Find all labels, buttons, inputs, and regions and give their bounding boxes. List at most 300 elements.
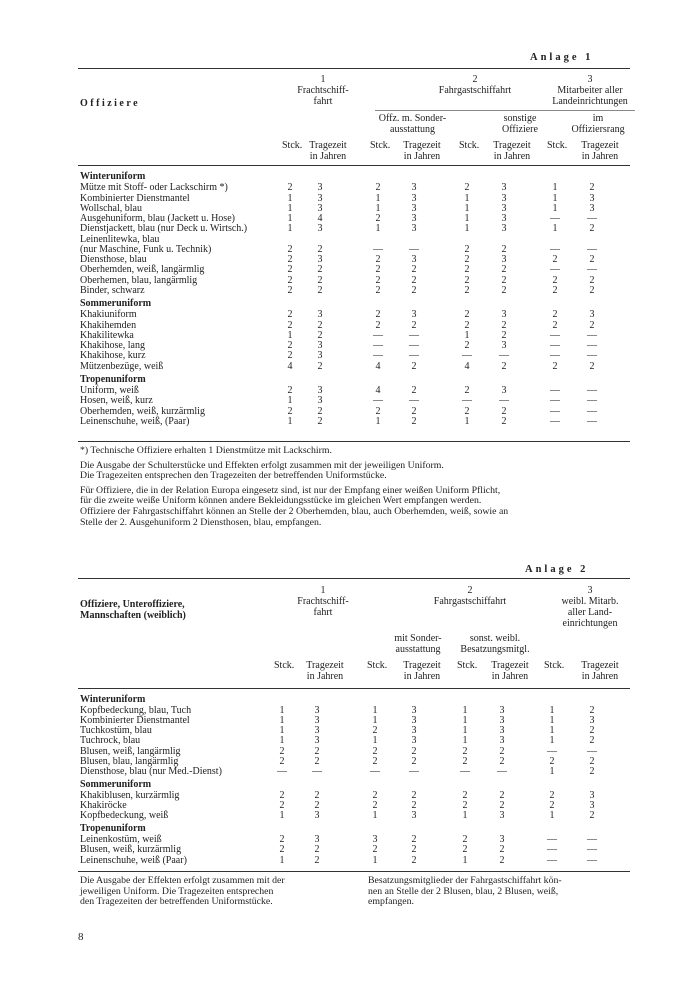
cell-stueck: 1 — [549, 735, 555, 747]
section-heading: Winteruniform — [80, 171, 146, 182]
cell-tragezeit: 2 — [317, 264, 323, 276]
table-row — [0, 845, 700, 855]
tragezeit-line: Tragezeit — [403, 660, 441, 671]
a1-sub-a-line: Offz. m. Sonder- — [378, 113, 447, 124]
cell-tragezeit: 2 — [411, 319, 417, 331]
item-label: Blusen, blau, langärmlig — [80, 755, 179, 767]
cell-stueck: 2 — [287, 350, 293, 362]
a2-col3-title-line: weibl. Mitarb. — [561, 596, 619, 607]
cell-tragezeit: 3 — [314, 735, 320, 747]
cell-tragezeit: 2 — [411, 360, 417, 372]
tragezeit-line: in Jahren — [306, 671, 344, 682]
note-line: Die Ausgabe der Effekten erfolgt zusammen mit der — [80, 875, 285, 886]
cell-stueck: 2 — [279, 800, 285, 811]
cell-stueck: — — [373, 329, 383, 341]
a2-col2-num: 2 — [467, 585, 473, 596]
a2-col3-num: 3 — [587, 585, 593, 596]
note-line: *) Technische Offiziere erhalten 1 Dienstmütze mit Lackschirm. — [80, 445, 332, 456]
cell-stueck: — — [462, 395, 472, 407]
a2-sub-b-line: Besatzungsmitgl. — [460, 644, 530, 655]
cell-tragezeit: — — [587, 350, 597, 362]
cell-tragezeit: — — [587, 385, 597, 396]
cell-stueck: 1 — [462, 725, 468, 737]
table-row — [0, 736, 700, 746]
cell-tragezeit: 3 — [589, 715, 595, 727]
table-row — [0, 747, 700, 757]
cell-tragezeit: 3 — [499, 705, 505, 717]
cell-stueck: — — [460, 765, 470, 777]
a1-sub-b-line: Offiziere — [502, 124, 538, 135]
cell-stueck: 2 — [464, 309, 470, 321]
tragezeit-line: Tragezeit — [403, 140, 441, 151]
a2-col1-num: 1 — [320, 585, 326, 596]
cell-tragezeit: 2 — [411, 854, 417, 866]
a2-title-line: Offiziere, Unteroffiziere, — [80, 599, 185, 610]
cell-stueck: 2 — [549, 755, 555, 767]
stck-header: Stck. — [282, 140, 303, 151]
cell-stueck: — — [550, 213, 560, 224]
cell-stueck: — — [550, 385, 560, 396]
tragezeit-line: Tragezeit — [306, 660, 344, 671]
item-label: Khakihose, lang — [80, 340, 145, 351]
cell-stueck: 2 — [462, 834, 468, 846]
cell-tragezeit: 3 — [411, 182, 417, 194]
cell-stueck: 3 — [372, 834, 378, 846]
cell-tragezeit: 2 — [501, 274, 507, 286]
tragezeit-line: Tragezeit — [581, 660, 619, 671]
tragezeit-line: in Jahren — [403, 151, 441, 162]
a2-col1-header — [283, 585, 363, 618]
item-label: (nur Maschine, Funk u. Technik) — [80, 243, 212, 255]
cell-stueck: 2 — [287, 264, 293, 276]
a1-sub-rule — [375, 110, 635, 111]
tragezeit-header — [480, 660, 540, 682]
cell-stueck: 1 — [375, 223, 381, 235]
table-row — [0, 194, 700, 204]
cell-tragezeit: 2 — [589, 705, 595, 717]
item-label: Leinenschuhe, weiß, (Paar) — [80, 415, 190, 427]
table-row — [0, 407, 700, 417]
cell-tragezeit: 3 — [501, 254, 507, 265]
table-row — [0, 811, 700, 821]
cell-stueck: 1 — [462, 854, 468, 866]
cell-stueck: 2 — [372, 745, 378, 757]
item-label: Oberhemen, blau, langärmlig — [80, 274, 198, 286]
cell-stueck: 2 — [375, 182, 381, 194]
cell-tragezeit: 3 — [317, 202, 323, 214]
cell-stueck: 1 — [287, 329, 293, 341]
cell-stueck: 1 — [552, 192, 558, 204]
cell-stueck: 2 — [462, 789, 468, 801]
cell-stueck: 1 — [372, 735, 378, 747]
a2-title — [80, 599, 186, 621]
cell-tragezeit: 2 — [589, 254, 595, 265]
cell-tragezeit: — — [587, 745, 597, 757]
note-line: empfangen. — [368, 896, 414, 908]
cell-tragezeit: 2 — [589, 182, 595, 194]
a1-col3-num: 3 — [587, 74, 593, 85]
stck-header: Stck. — [370, 140, 391, 151]
cell-tragezeit: 3 — [317, 309, 323, 321]
a2-bottom-rule — [78, 871, 630, 872]
stck-header: Stck. — [547, 140, 568, 151]
a1-header-rule — [78, 165, 630, 166]
a1-sub-b-line: sonstige — [503, 113, 537, 124]
cell-tragezeit: — — [587, 213, 597, 224]
cell-stueck: — — [373, 395, 383, 407]
cell-tragezeit: — — [587, 854, 597, 866]
item-label: Binder, schwarz — [80, 284, 145, 296]
cell-tragezeit: 2 — [501, 415, 507, 427]
stck-header: Stck. — [274, 660, 295, 671]
cell-tragezeit: 3 — [411, 223, 417, 235]
cell-stueck: 1 — [549, 765, 555, 777]
tragezeit-line: in Jahren — [403, 671, 441, 682]
cell-stueck: — — [550, 405, 560, 417]
cell-stueck: 2 — [552, 360, 558, 372]
cell-stueck: — — [373, 340, 383, 351]
item-label: Blusen, weiß, langärmlig — [80, 745, 181, 757]
cell-stueck: — — [550, 340, 560, 351]
cell-stueck: 2 — [287, 254, 293, 265]
cell-tragezeit: 3 — [314, 705, 320, 717]
cell-stueck: 2 — [287, 319, 293, 331]
cell-tragezeit: — — [587, 340, 597, 351]
cell-stueck: 1 — [549, 715, 555, 727]
cell-tragezeit: — — [587, 264, 597, 276]
item-label: Khakihemden — [80, 319, 137, 331]
cell-tragezeit: 2 — [501, 319, 507, 331]
section-heading: Tropenuniform — [80, 373, 146, 385]
item-label: Kopfbedeckung, weiß — [80, 810, 169, 822]
table-row — [0, 351, 700, 361]
cell-stueck: 1 — [549, 705, 555, 717]
cell-stueck: 1 — [287, 223, 293, 235]
a2-col2-header — [400, 585, 540, 607]
item-label: Tuchrock, blau — [80, 735, 141, 747]
item-label: Wollschal, blau — [80, 202, 142, 214]
a1-col3-header — [535, 74, 645, 107]
cell-tragezeit: 2 — [314, 789, 320, 801]
section-heading-row — [0, 695, 700, 705]
cell-tragezeit: 2 — [314, 844, 320, 856]
cell-tragezeit: 3 — [317, 350, 323, 362]
tragezeit-header — [570, 660, 630, 682]
cell-stueck: — — [547, 844, 557, 856]
a1-sub-c-line: Offiziersrang — [571, 124, 625, 135]
cell-tragezeit: — — [497, 765, 507, 777]
a1-col1-title-line: Frachtschiff- — [297, 85, 349, 96]
cell-stueck: — — [550, 395, 560, 407]
cell-stueck: 1 — [552, 182, 558, 194]
cell-tragezeit: 3 — [314, 834, 320, 846]
section-heading: Sommeruniform — [80, 298, 152, 309]
cell-tragezeit: — — [587, 844, 597, 856]
cell-stueck: 2 — [287, 284, 293, 296]
cell-tragezeit: 3 — [411, 810, 417, 822]
a1-sub-c — [558, 113, 638, 135]
cell-stueck: 1 — [279, 854, 285, 866]
cell-stueck: 2 — [464, 340, 470, 351]
tragezeit-line: Tragezeit — [309, 140, 347, 151]
cell-stueck: — — [550, 350, 560, 362]
cell-tragezeit: 2 — [411, 385, 417, 396]
cell-stueck: 2 — [464, 274, 470, 286]
cell-tragezeit: 2 — [317, 405, 323, 417]
item-label: Ausgehuniform, blau (Jackett u. Hose) — [80, 213, 235, 224]
cell-stueck: 1 — [552, 223, 558, 235]
cell-tragezeit: 2 — [411, 755, 417, 767]
section-heading: Sommeruniform — [80, 778, 152, 790]
cell-stueck: 1 — [372, 854, 378, 866]
a1-col2-num: 2 — [472, 74, 478, 85]
cell-tragezeit: 2 — [501, 360, 507, 372]
cell-stueck: 2 — [279, 745, 285, 757]
a2-col3-header — [540, 585, 640, 629]
tragezeit-line: in Jahren — [309, 151, 347, 162]
table-row — [0, 224, 700, 234]
cell-stueck: 1 — [279, 810, 285, 822]
cell-tragezeit: 3 — [411, 192, 417, 204]
tragezeit-line: in Jahren — [491, 671, 529, 682]
cell-tragezeit: — — [409, 340, 419, 351]
cell-tragezeit: 3 — [499, 725, 505, 737]
cell-tragezeit: 3 — [501, 213, 507, 224]
cell-stueck: — — [547, 745, 557, 757]
cell-stueck: 2 — [462, 755, 468, 767]
cell-tragezeit: 2 — [499, 755, 505, 767]
table-row — [0, 265, 700, 275]
cell-tragezeit: 2 — [589, 319, 595, 331]
cell-stueck: 2 — [372, 789, 378, 801]
cell-stueck: 1 — [287, 213, 293, 224]
cell-tragezeit: 2 — [317, 415, 323, 427]
cell-tragezeit: — — [312, 765, 322, 777]
a2-sub-b-line: sonst. weibl. — [469, 633, 521, 644]
cell-tragezeit: — — [587, 405, 597, 417]
item-label: Kopfbedeckung, blau, Tuch — [80, 705, 192, 717]
cell-tragezeit: — — [587, 415, 597, 427]
cell-stueck: 2 — [287, 274, 293, 286]
item-label: Leinenkostüm, weiß — [80, 834, 162, 846]
a2-col2-title: Fahrgastschiffahrt — [433, 596, 507, 607]
cell-tragezeit: 2 — [501, 405, 507, 417]
a1-col2-title: Fahrgastschiffahrt — [438, 85, 512, 96]
table-row — [0, 286, 700, 296]
cell-tragezeit: 2 — [314, 755, 320, 767]
a1-col1-num: 1 — [320, 74, 326, 85]
cell-tragezeit: 3 — [317, 385, 323, 396]
cell-tragezeit: 2 — [411, 800, 417, 811]
a2-title-line: Mannschaften (weiblich) — [80, 610, 186, 621]
cell-stueck: 1 — [549, 810, 555, 822]
section-heading-row — [0, 824, 700, 834]
cell-tragezeit: 2 — [411, 415, 417, 427]
cell-stueck: 2 — [279, 834, 285, 846]
cell-stueck: — — [547, 854, 557, 866]
cell-stueck: 2 — [287, 405, 293, 417]
cell-tragezeit: — — [409, 243, 419, 255]
cell-stueck: 1 — [464, 202, 470, 214]
cell-stueck: 2 — [549, 789, 555, 801]
cell-stueck: 2 — [552, 274, 558, 286]
cell-tragezeit: 2 — [499, 745, 505, 757]
note-line: Besatzungsmitglieder der Fahrgastschiffahrt kön- — [368, 875, 562, 886]
cell-stueck: — — [550, 243, 560, 255]
a2-col1-title-line: Frachtschiff- — [297, 596, 349, 607]
a1-col3-title-line: Mitarbeiter aller — [557, 85, 623, 96]
cell-stueck: 1 — [462, 705, 468, 717]
item-label: Diensthose, blau (nur Med.-Dienst) — [80, 765, 222, 777]
cell-tragezeit: 2 — [314, 854, 320, 866]
cell-stueck: — — [550, 264, 560, 276]
cell-stueck: 1 — [464, 415, 470, 427]
cell-stueck: — — [370, 765, 380, 777]
cell-tragezeit: 2 — [411, 745, 417, 757]
cell-stueck: 2 — [287, 182, 293, 194]
cell-tragezeit: 2 — [411, 274, 417, 286]
cell-stueck: 2 — [287, 385, 293, 396]
tragezeit-header — [392, 660, 452, 682]
section-heading-row — [0, 299, 700, 309]
a1-sub-c-line: im — [592, 113, 604, 124]
item-label: Blusen, weiß, kurzärmlig — [80, 844, 182, 856]
tragezeit-header — [392, 140, 452, 162]
cell-stueck: 2 — [464, 254, 470, 265]
cell-stueck: 2 — [464, 405, 470, 417]
cell-stueck: 4 — [464, 360, 470, 372]
cell-tragezeit: 2 — [501, 284, 507, 296]
tragezeit-line: Tragezeit — [581, 140, 619, 151]
cell-tragezeit: 3 — [317, 340, 323, 351]
cell-stueck: 2 — [372, 800, 378, 811]
cell-stueck: 1 — [287, 395, 293, 407]
cell-stueck: 2 — [464, 284, 470, 296]
cell-tragezeit: 2 — [589, 274, 595, 286]
note-line: den Tragezeiten der betreffenden Uniformstücke. — [80, 896, 273, 908]
note-line: Stelle der 2. Ausgehuniform 2 Diensthosen, blau, empfangen. — [80, 516, 322, 528]
a2-header-rule — [78, 688, 630, 689]
cell-stueck: 2 — [552, 284, 558, 296]
item-label: Khakiuniform — [80, 309, 137, 321]
cell-tragezeit: 2 — [317, 284, 323, 296]
cell-stueck: 2 — [287, 340, 293, 351]
cell-stueck: 1 — [549, 725, 555, 737]
cell-stueck: 4 — [375, 385, 381, 396]
item-label: Oberhemden, weiß, kurzärmlig — [80, 405, 205, 417]
cell-stueck: 2 — [375, 405, 381, 417]
cell-stueck: — — [373, 243, 383, 255]
cell-tragezeit: 2 — [499, 789, 505, 801]
cell-stueck: 2 — [375, 213, 381, 224]
cell-tragezeit: 3 — [411, 309, 417, 321]
cell-stueck: 2 — [372, 755, 378, 767]
cell-tragezeit: 2 — [501, 264, 507, 276]
a2-sub-a-line: ausstattung — [395, 644, 441, 655]
table-row — [0, 396, 700, 406]
cell-stueck: 1 — [464, 223, 470, 235]
cell-tragezeit: 2 — [589, 284, 595, 296]
cell-tragezeit: 2 — [499, 854, 505, 866]
note-line: Die Tragezeiten entsprechen den Tragezeiten der betreffenden Uniformstücke. — [80, 470, 387, 482]
table-row — [0, 417, 700, 427]
section-heading-row — [0, 375, 700, 385]
cell-tragezeit: 2 — [317, 360, 323, 372]
cell-tragezeit: 3 — [589, 789, 595, 801]
cell-stueck: — — [373, 350, 383, 362]
cell-tragezeit: 3 — [314, 810, 320, 822]
cell-tragezeit: 2 — [589, 810, 595, 822]
table-row — [0, 856, 700, 866]
table-row — [0, 362, 700, 372]
item-label: Khakiröcke — [80, 800, 127, 811]
cell-tragezeit: — — [409, 765, 419, 777]
cell-stueck: 2 — [372, 844, 378, 856]
cell-stueck: 1 — [375, 192, 381, 204]
item-label: Oberhemden, weiß, langärmlig — [80, 264, 205, 276]
section-heading-row — [0, 172, 700, 182]
a2-sub-b — [450, 633, 540, 655]
cell-stueck: 1 — [279, 715, 285, 727]
cell-tragezeit: 3 — [589, 192, 595, 204]
cell-stueck: 2 — [464, 182, 470, 194]
cell-tragezeit: 3 — [589, 202, 595, 214]
cell-stueck: 1 — [287, 415, 293, 427]
cell-tragezeit: 3 — [499, 834, 505, 846]
cell-tragezeit: 3 — [589, 309, 595, 321]
cell-tragezeit: 3 — [499, 810, 505, 822]
a1-col1-title-line: fahrt — [313, 96, 333, 107]
cell-tragezeit: 2 — [317, 319, 323, 331]
cell-tragezeit: 3 — [499, 715, 505, 727]
item-label: Khakihose, kurz — [80, 350, 146, 362]
a1-col2-header — [405, 74, 545, 96]
cell-tragezeit: 3 — [317, 395, 323, 407]
a1-sub-a — [365, 113, 460, 135]
cell-tragezeit: 3 — [501, 182, 507, 194]
a2-top-rule — [78, 578, 630, 579]
cell-tragezeit: 2 — [499, 844, 505, 856]
item-label: Uniform, weiß — [80, 385, 139, 396]
cell-tragezeit: 2 — [501, 329, 507, 341]
anlage-2-label: Anlage 2 — [525, 564, 589, 575]
cell-stueck: 1 — [372, 715, 378, 727]
note-line: Die Ausgabe der Schulterstücke und Effekten erfolgt zusammen mit der jeweiligen Uniform. — [80, 459, 444, 471]
cell-stueck: 2 — [375, 274, 381, 286]
cell-stueck: 1 — [462, 715, 468, 727]
cell-tragezeit: 3 — [411, 715, 417, 727]
cell-tragezeit: 3 — [314, 725, 320, 737]
stck-header: Stck. — [457, 660, 478, 671]
cell-stueck: 2 — [552, 309, 558, 321]
cell-tragezeit: 3 — [314, 715, 320, 727]
cell-stueck: 2 — [279, 844, 285, 856]
note-line: Für Offiziere, die in der Relation Europa eingesetz sind, ist nur der Empfang einer weißen Uniform Pflicht, — [80, 484, 501, 496]
cell-stueck: 2 — [462, 745, 468, 757]
page-number: 8 — [78, 931, 84, 943]
cell-stueck: 2 — [464, 319, 470, 331]
cell-stueck: 2 — [375, 319, 381, 331]
cell-tragezeit: 2 — [501, 243, 507, 255]
table-row — [0, 183, 700, 193]
cell-tragezeit: 3 — [411, 254, 417, 265]
note-line: Offiziere der Fahrgastschiffahrt können an Stelle der 2 Oberhemden, blau, auch Oberhemden, weiß, sowie an — [80, 506, 509, 517]
item-label: Kombinierter Dienstmantel — [80, 192, 190, 204]
a1-col1-header — [288, 74, 358, 107]
cell-tragezeit: 3 — [411, 202, 417, 214]
a2-sub-a — [378, 633, 458, 655]
tragezeit-line: in Jahren — [493, 151, 531, 162]
